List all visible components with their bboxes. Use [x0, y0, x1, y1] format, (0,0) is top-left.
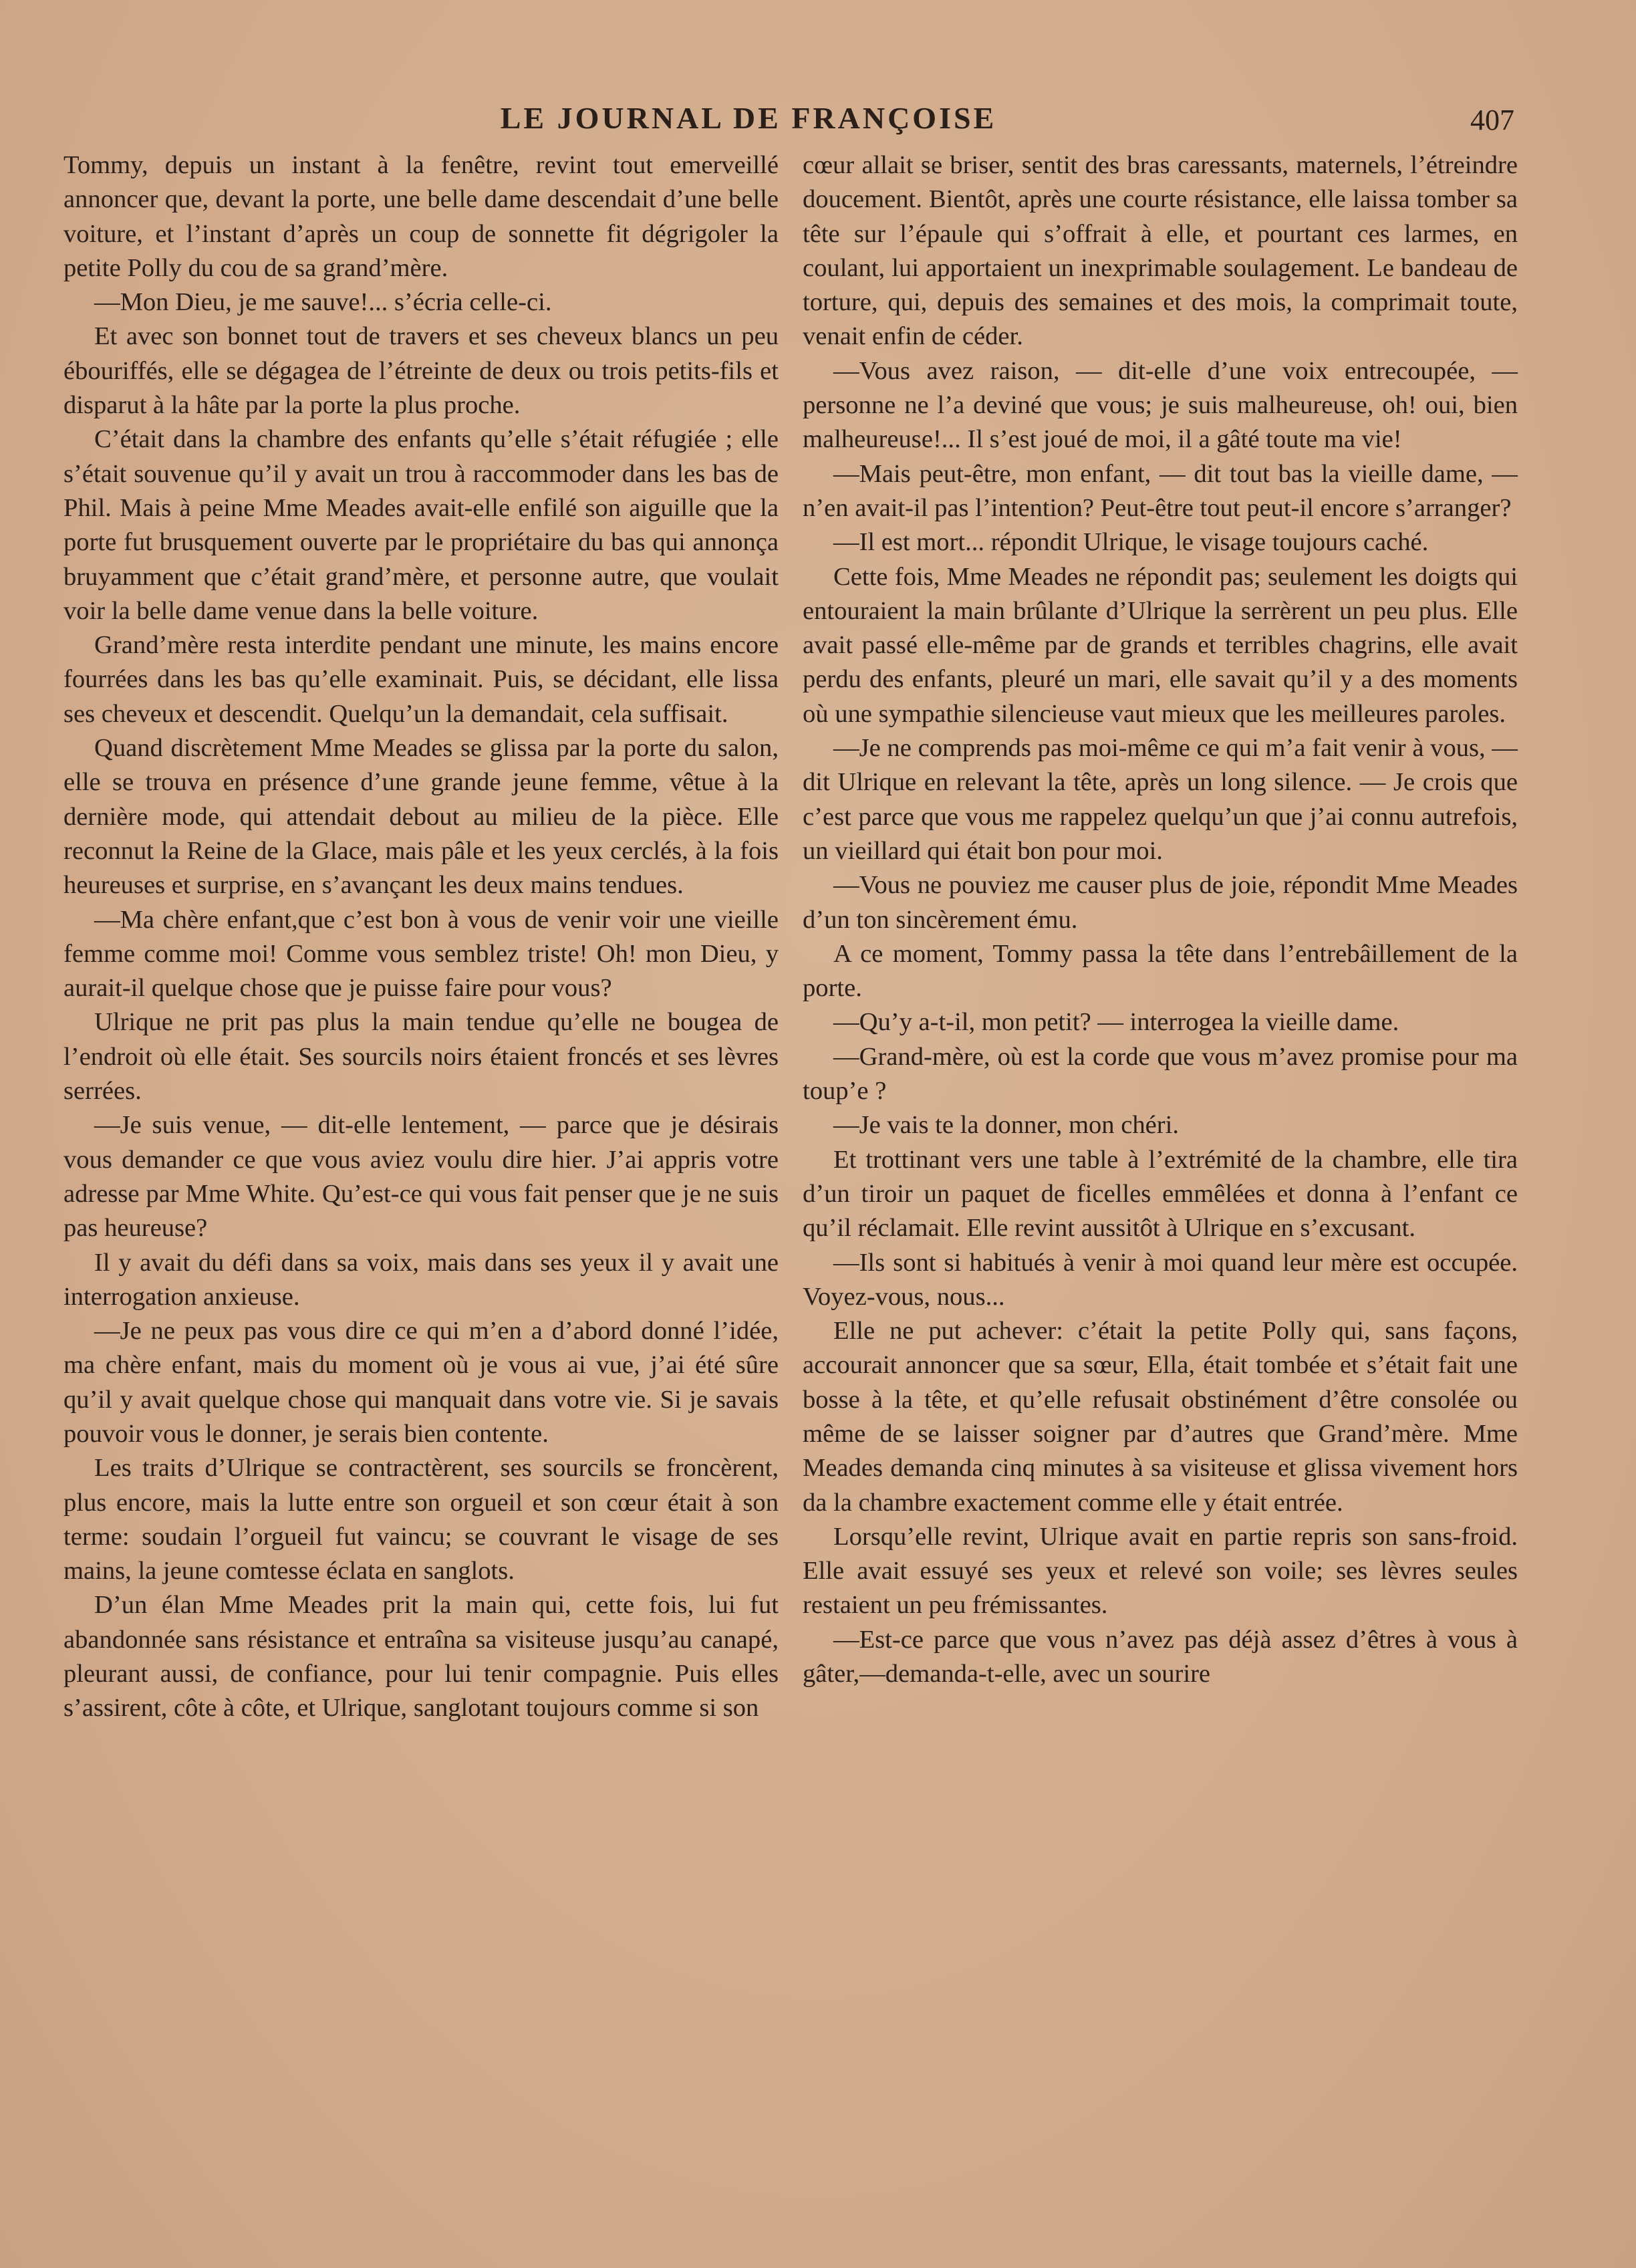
paragraph: A ce moment, Tommy passa la tête dans l’entrebâillement de la porte. [803, 939, 1518, 1003]
paragraph: D’un élan Mme Meades prit la main qui, cette fois, lui fut abandonnée sans résistance et entraîna sa visiteuse jusqu’au canapé, pleurant aussi, de confiance, pour lui tenir compagnie. Puis elles s’assirent, côte à côte, et Ulrique, sanglotant toujours comme si son [63, 1591, 779, 1723]
paragraph: —Est-ce parce que vous n’avez pas déjà assez d’êtres à vous à gâter,—demanda-t-elle, avec un sourire [803, 1625, 1518, 1688]
paragraph: —Je ne comprends pas moi-même ce qui m’a fait venir à vous, — dit Ulrique en relevant la tête, après un long silence. — Je crois que c’est parce que vous me rappelez quelqu’un que j’ai connu autrefois, un vieillard qui était bon pour moi. [803, 734, 1518, 865]
paragraph: —Mon Dieu, je me sauve!... s’écria celle-ci. [94, 288, 552, 317]
paragraph: Lorsqu’elle revint, Ulrique avait en partie repris son sans-froid. Elle avait essuyé ses yeux et relevé son voile; ses lèvres seules restaient un peu frémissantes. [803, 1522, 1518, 1620]
paragraph: —Je vais te la donner, mon chéri. [833, 1111, 1179, 1140]
paragraph: Les traits d’Ulrique se contractèrent, ses sourcils se froncèrent, plus encore, mais la lutte entre son orgueil et son cœur était à son terme: soudain l’orgueil fut vaincu; se couvrant le visage de ses mains, la jeune comtesse éclata en sanglots. [63, 1454, 779, 1586]
left-column [63, 148, 779, 1726]
paragraph: Et trottinant vers une table à l’extrémité de la chambre, elle tira d’un tiroir un paquet de ficelles emmêlées et donna à l’enfant ce qu’il réclamait. Elle revint aussitôt à Ulrique en s’excusant. [803, 1145, 1518, 1243]
paragraph: —Vous avez raison, — dit-elle d’une voix entrecoupée, — personne ne l’a deviné que vous; je suis malheureuse, oh! oui, bien malheureuse!... Il s’est joué de moi, il a gâté toute ma vie! [803, 356, 1518, 454]
paragraph: C’était dans la chambre des enfants qu’elle s’était réfugiée ; elle s’était souvenue qu’il y avait un trou à raccommoder dans les bas de Phil. Mais à peine Mme Meades avait-elle enfilé son aiguille que la porte fut brusquement ouverte par le propriétaire du bas qui annonça bruyamment que c’était grand’mère, et personne autre, que voulait voir la belle dame venue dans la belle voiture. [63, 425, 779, 625]
paragraph: Et avec son bonnet tout de travers et ses cheveux blancs un peu ébouriffés, elle se dégagea de l’étreinte de deux ou trois petits-fils et disparut à la hâte par la porte la plus proche. [63, 322, 779, 420]
running-head [0, 100, 1636, 147]
paragraph: Quand discrètement Mme Meades se glissa par la porte du salon, elle se trouva en présence d’une grande jeune femme, vêtue à la dernière mode, qui attendait debout au milieu de la pièce. Elle reconnut la Reine de la Glace, mais pâle et les yeux cerclés, à la fois heureuses et surprise, en s’avançant les deux mains tendues. [63, 734, 779, 900]
paragraph: cœur allait se briser, sentit des bras caressants, maternels, l’étreindre doucement. Bientôt, après une courte résistance, elle laissa tomber sa tête sur l’épaule qui s’offrait à elle, et pourtant ces larmes, en coulant, lui apportaient un inexprimable soulagement. Le bandeau de torture, qui, depuis des semaines et des mois, la comprimait toute, venait enfin de céder. [803, 151, 1518, 351]
paragraph: Il y avait du défi dans sa voix, mais dans ses yeux il y avait une interrogation anxieuse. [63, 1248, 779, 1311]
paragraph: Ulrique ne prit pas plus la main tendue qu’elle ne bougea de l’endroit où elle était. Ses sourcils noirs étaient froncés et ses lèvres serrées. [63, 1008, 779, 1106]
page-number: 407 [1470, 104, 1514, 136]
paragraph: Tommy, depuis un instant à la fenêtre, revint tout emerveillé annoncer que, devant la porte, une belle dame descendait d’une belle voiture, et l’instant d’après un coup de sonnette fit dégrigoler la petite Polly du cou de sa grand’mère. [63, 151, 779, 282]
paragraph: —Grand-mère, où est la corde que vous m’avez promise pour ma toup’e ? [803, 1042, 1518, 1106]
paragraph: —Je suis venue, — dit-elle lentement, — parce que je désirais vous demander ce que vous aviez voulu dire hier. J’ai appris votre adresse par Mme White. Qu’est-ce qui vous fait penser que je ne suis pas heureuse? [63, 1111, 779, 1243]
journal-title: LE JOURNAL DE FRANÇOISE [500, 101, 997, 135]
right-column [803, 148, 1518, 1691]
paragraph: —Ils sont si habitués à venir à moi quand leur mère est occupée. Voyez-vous, nous... [803, 1248, 1518, 1311]
paragraph: —Mais peut-être, mon enfant, — dit tout bas la vieille dame, — n’en avait-il pas l’intention? Peut-être tout peut-il encore s’arranger? [803, 459, 1518, 522]
paragraph: —Je ne peux pas vous dire ce qui m’en a d’abord donné l’idée, ma chère enfant, mais du moment où je vous ai vue, j’ai été sûre qu’il y avait quelque chose qui manquait dans votre vie. Si je savais pouvoir vous le donner, je serais bien contente. [63, 1317, 779, 1448]
paragraph: —Qu’y a-t-il, mon petit? — interrogea la vieille dame. [833, 1008, 1399, 1037]
paragraph: Grand’mère resta interdite pendant une minute, les mains encore fourrées dans les bas qu’elle examinait. Puis, se décidant, elle lissa ses cheveux et descendit. Quelqu’un la demandait, cela suffisait. [63, 631, 779, 728]
paragraph: —Vous ne pouviez me causer plus de joie, répondit Mme Meades d’un ton sincèrement ému. [803, 871, 1518, 934]
paragraph: Elle ne put achever: c’était la petite Polly qui, sans façons, accourait annoncer que sa sœur, Ella, était tombée et s’était fait une bosse à la tête, et qu’elle refusait obstinément d’être consolée ou même de se laisser soigner par d’autres que Grand’mère. Mme Meades demanda cinq minutes à sa visiteuse et glissa vivement hors da la chambre exactement comme elle y était entrée. [803, 1317, 1518, 1517]
paragraph: —Il est mort... répondit Ulrique, le visage toujours caché. [833, 528, 1429, 557]
paragraph: Cette fois, Mme Meades ne répondit pas; seulement les doigts qui entouraient la main brûlante d’Ulrique la serrèrent un peu plus. Elle avait passé elle-même par de grands et terribles chagrins, elle avait perdu des enfants, pleuré un mari, elle savait qu’il y a des moments où une sympathie silencieuse vaut mieux que les meilleures paroles. [803, 562, 1518, 728]
paragraph: —Ma chère enfant,que c’est bon à vous de venir voir une vieille femme comme moi! Comme vous semblez triste! Oh! mon Dieu, y aurait-il quelque chose que je puisse faire pour vous? [63, 905, 779, 1003]
